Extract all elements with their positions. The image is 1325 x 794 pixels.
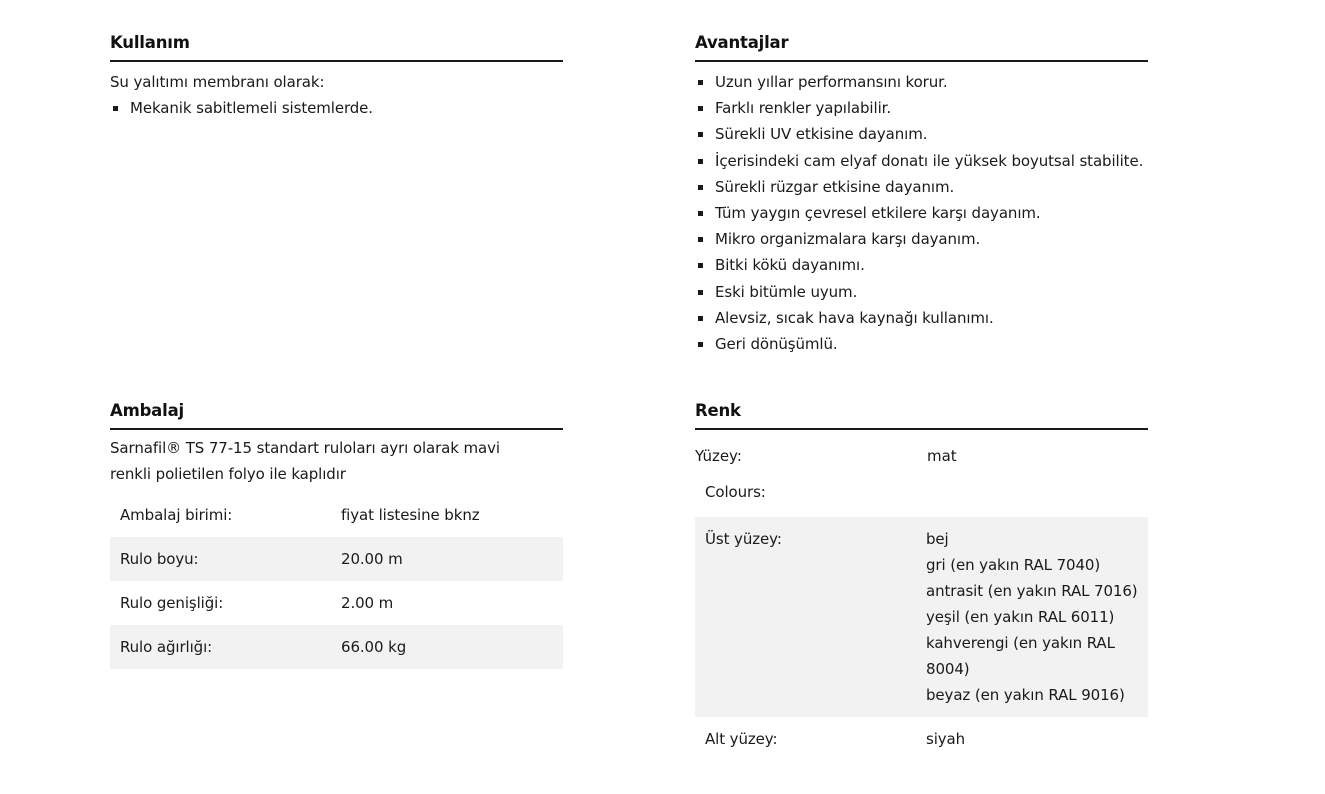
renk-surface-value: mat: [927, 447, 957, 465]
list-item: Mekanik sabitlemeli sistemlerde.: [110, 95, 563, 121]
list-item: Bitki kökü dayanımı.: [695, 252, 1148, 278]
renk-top-label: Üst yüzey:: [695, 517, 916, 717]
colour-item: antrasit (en yakın RAL 7016): [926, 582, 1138, 600]
renk-bottom-label: Alt yüzey:: [705, 730, 778, 748]
table-row: [695, 517, 1148, 717]
colour-item: gri (en yakın RAL 7040): [926, 556, 1101, 574]
table-row: [110, 493, 563, 537]
table-row: [695, 479, 1148, 517]
section-renk: [695, 400, 1148, 761]
list-item: Tüm yaygın çevresel etkilere karşı dayanım.: [695, 200, 1148, 226]
ambalaj-table: [110, 493, 563, 669]
renk-bottom-value: siyah: [926, 730, 966, 748]
renk-table: [695, 479, 1148, 761]
list-item: Mikro organizmalara karşı dayanım.: [695, 226, 1148, 252]
ambalaj-value: 66.00 kg: [331, 625, 563, 669]
list-item: Sürekli UV etkisine dayanım.: [695, 121, 1148, 147]
ambalaj-label: Rulo boyu:: [110, 537, 331, 581]
kullanim-list: [110, 95, 563, 121]
colour-item: yeşil (en yakın RAL 6011): [926, 608, 1115, 626]
ambalaj-value: 2.00 m: [341, 594, 394, 612]
table-row: [110, 581, 563, 625]
ambalaj-description: Sarnafil® TS 77-15 standart ruloları ayrı olarak mavi renkli polietilen folyo ile kaplıdır: [110, 439, 500, 483]
renk-surface-label: Yüzey:: [695, 447, 742, 465]
list-item: Geri dönüşümlü.: [695, 331, 1148, 357]
colour-item: kahverengi (en yakın RAL 8004): [926, 634, 1115, 678]
ambalaj-label: Rulo ağırlığı:: [110, 625, 331, 669]
table-row: [110, 625, 563, 669]
list-item: Farklı renkler yapılabilir.: [695, 95, 1148, 121]
list-item: Eski bitümle uyum.: [695, 279, 1148, 305]
kullanim-intro: Su yalıtımı membranı olarak:: [110, 73, 325, 91]
section-title-avantajlar: Avantajlar: [695, 32, 1148, 62]
section-ambalaj: [110, 400, 563, 669]
section-kullanim: [110, 32, 563, 121]
section-title-renk: Renk: [695, 400, 1148, 430]
ambalaj-value: 20.00 m: [331, 537, 563, 581]
renk-colours-label: Colours:: [705, 483, 766, 501]
section-title-ambalaj: Ambalaj: [110, 400, 563, 430]
list-item: Uzun yıllar performansını korur.: [695, 69, 1148, 95]
renk-top-values: [916, 517, 1148, 717]
table-row: [695, 717, 1148, 761]
colour-item: beyaz (en yakın RAL 9016): [926, 686, 1125, 704]
section-title-kullanim: Kullanım: [110, 32, 563, 62]
colour-item: bej: [926, 530, 949, 548]
section-avantajlar: [695, 32, 1148, 357]
list-item: İçerisindeki cam elyaf donatı ile yüksek boyutsal stabilite.: [695, 148, 1148, 174]
table-row: [110, 537, 563, 581]
avantajlar-list: [695, 62, 1148, 357]
ambalaj-value: fiyat listesine bknz: [341, 506, 480, 524]
ambalaj-label: Ambalaj birimi:: [120, 506, 233, 524]
list-item: Alevsiz, sıcak hava kaynağı kullanımı.: [695, 305, 1148, 331]
list-item: Sürekli rüzgar etkisine dayanım.: [695, 174, 1148, 200]
ambalaj-label: Rulo genişliği:: [120, 594, 224, 612]
renk-surface-row: [695, 443, 1148, 479]
renk-colours-value: [916, 479, 1148, 517]
